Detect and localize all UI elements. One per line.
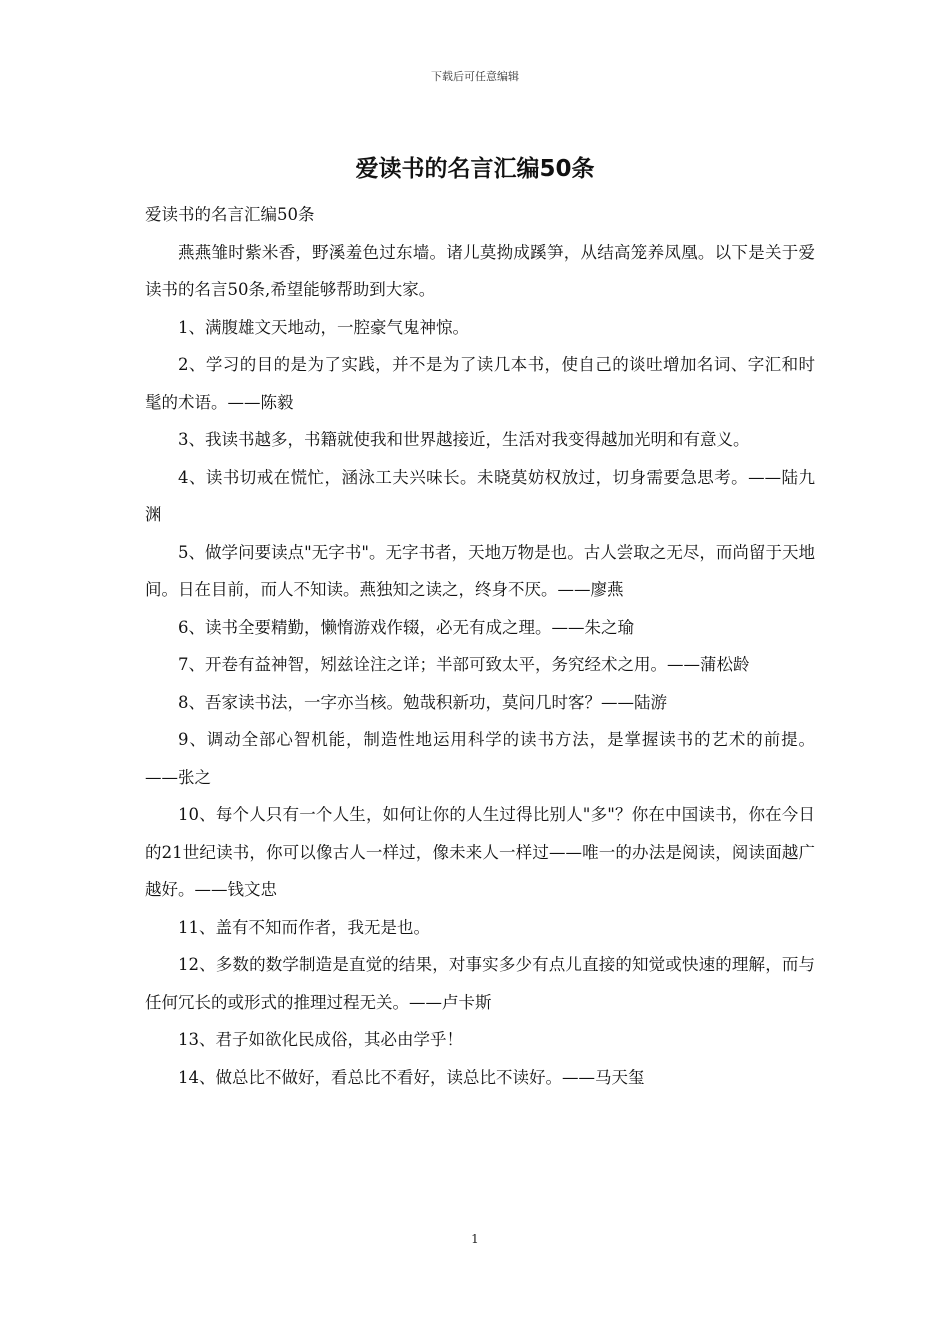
quote-paragraph: 13、君子如欲化民成俗，其必由学乎！ (178, 1030, 463, 1049)
page-number: 1 (471, 1232, 479, 1246)
document-body (145, 196, 815, 1096)
quote-paragraph: 2、学习的目的是为了实践，并不是为了读几本书，使自己的谈吐增加名词、字汇和时髦的术语。——陈毅 (145, 355, 815, 412)
quote-paragraph: 8、吾家读书法，一字亦当核。勉哉积新功，莫问几时客？——陆游 (178, 692, 667, 712)
quote-paragraph: 5、做学问要读点"无字书"。无字书者，天地万物是也。古人尝取之无尽，而尚留于天地间。日在目前，而人不知读。燕独知之读之，终身不厌。——廖燕 (145, 542, 815, 599)
quote-paragraph: 4、读书切戒在慌忙，涵泳工夫兴味长。未晓莫妨权放过，切身需要急思考。——陆九渊 (145, 467, 815, 524)
quote-paragraph: 12、多数的数学制造是直觉的结果，对事实多少有点儿直接的知觉或快速的理解，而与任何冗长的或形式的推理过程无关。——卢卡斯 (145, 955, 815, 1012)
quote-paragraph: 6、读书全要精勤，懒惰游戏作辍，必无有成之理。——朱之瑜 (178, 617, 634, 637)
intro-paragraph: 燕燕雏时紫米香，野溪羞色过东墙。诸儿莫拗成蹊笋，从结高笼养凤凰。以下是关于爱读书的名言50条,希望能够帮助到大家。 (145, 242, 815, 299)
quote-paragraph: 10、每个人只有一个人生，如何让你的人生过得比别人"多"？你在中国读书，你在今日的21世纪读书，你可以像古人一样过，像未来人一样过——唯一的办法是阅读，阅读面越广越好。——钱文忠 (145, 805, 815, 899)
subtitle-line: 爱读书的名言汇编50条 (145, 205, 315, 224)
quote-paragraph: 3、我读书越多，书籍就使我和世界越接近，生活对我变得越加光明和有意义。 (178, 430, 750, 449)
document-title: 爱读书的名言汇编50条 (355, 156, 595, 182)
quote-paragraph: 1、满腹雄文天地动，一腔豪气鬼神惊。 (178, 317, 469, 337)
quote-paragraph: 9、调动全部心智机能，制造性地运用科学的读书方法，是掌握读书的艺术的前提。——张之 (145, 730, 815, 787)
quote-paragraph: 14、做总比不做好，看总比不看好，读总比不读好。——马天玺 (178, 1067, 645, 1087)
quote-paragraph: 11、盖有不知而作者，我无是也。 (178, 917, 430, 937)
page-header-note: 下载后可任意编辑 (431, 70, 519, 83)
quote-paragraph: 7、开卷有益神智，矧兹诠注之详；半部可致太平，务究经术之用。——蒲松龄 (178, 655, 750, 674)
